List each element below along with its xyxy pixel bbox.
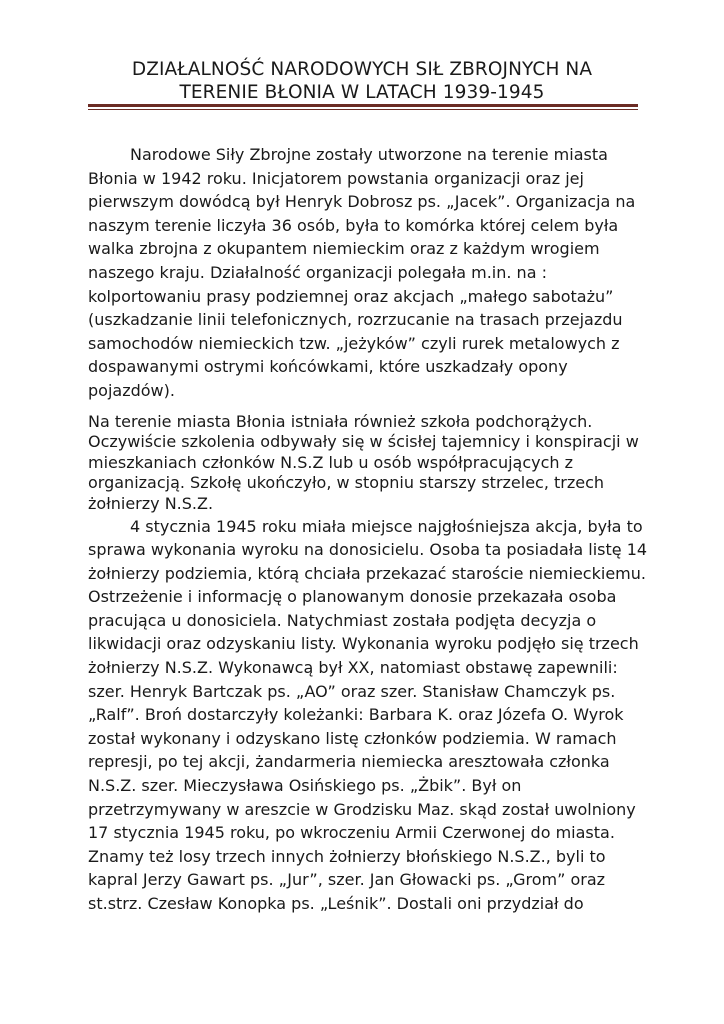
paragraph-1: Narodowe Siły Zbrojne zostały utworzone na terenie miasta Błonia w 1942 roku. Inicjatorem powstania organizacji oraz jej pierwszym dowódcą był Henryk Dobrosz ps. „Jacek”. Organizacja na naszym terenie liczyła 36 osób, była to komórka której celem była walka zbrojna z okupantem niemieckim oraz z każdym wrogiem naszego kraju. Działalność organizacji polegała m.in. na : kolportowaniu prasy podziemnej oraz akcjach „małego sabotażu” (uszkadzanie linii telefonicznych, rozrzucanie na trasach przejazdu samochodów niemieckich tzw. „jeżyków” czyli rurek metalowych z dospawanymi ostrymi końcówkami, które uszkadzały opony pojazdów). <box>88 145 636 400</box>
title-divider-thick <box>88 104 638 107</box>
page-title <box>60 58 664 104</box>
document-body <box>88 143 648 916</box>
title-line-2: TERENIE BŁONIA W LATACH 1939-1945 <box>179 82 545 103</box>
paragraph-2: Na terenie miasta Błonia istniała również szkoła podchorążych. Oczywiście szkolenia odbywały się w ścisłej tajemnicy i konspiracji w mieszkaniach członków N.S.Z lub u osób współpracujących z organizacją. Szkołę ukończyło, w stopniu starszy strzelec, trzech żołnierzy N.S.Z. <box>88 411 639 513</box>
paragraph-3: 4 stycznia 1945 roku miała miejsce najgłośniejsza akcja, była to sprawa wykonania wyroku na donosicielu. Osoba ta posiadała listę 14 żołnierzy podziemia, którą chciała przekazać staroście niemieckiemu. Ostrzeżenie i informację o planowanym donosie przekazała osoba pracująca u donosiciela. Natychmiast została podjęta decyzja o likwidacji oraz odzyskaniu listy. Wykonania wyroku podjęło się trzech żołnierzy N.S.Z. Wykonawcą był XX, natomiast obstawę zapewnili: szer. Henryk Bartczak ps. „AO” oraz szer. Stanisław Chamczyk ps. „Ralf”. Broń dostarczyły koleżanki: Barbara K. oraz Józefa O. Wyrok został wykonany i odzyskano listę członków podziemia. W ramach represji, po tej akcji, żandarmeria niemiecka aresztowała członka N.S.Z. szer. Mieczysława Osińskiego ps. „Żbik”. Był on przetrzymywany w areszcie w Grodzisku Maz. skąd został uwolniony 17 stycznia 1945 roku, po wkroczeniu Armii Czerwonej do miasta. <box>88 516 648 843</box>
title-line-1: DZIAŁALNOŚĆ NARODOWYCH SIŁ ZBROJNYCH NA <box>131 59 593 80</box>
title-divider-thin <box>88 109 638 110</box>
paragraph-4: Znamy też losy trzech innych żołnierzy błońskiego N.S.Z., byli to kapral Jerzy Gawart ps. „Jur”, szer. Jan Głowacki ps. „Grom” oraz st.strz. Czesław Konopka ps. „Leśnik”. Dostali oni przydział do <box>88 846 606 913</box>
